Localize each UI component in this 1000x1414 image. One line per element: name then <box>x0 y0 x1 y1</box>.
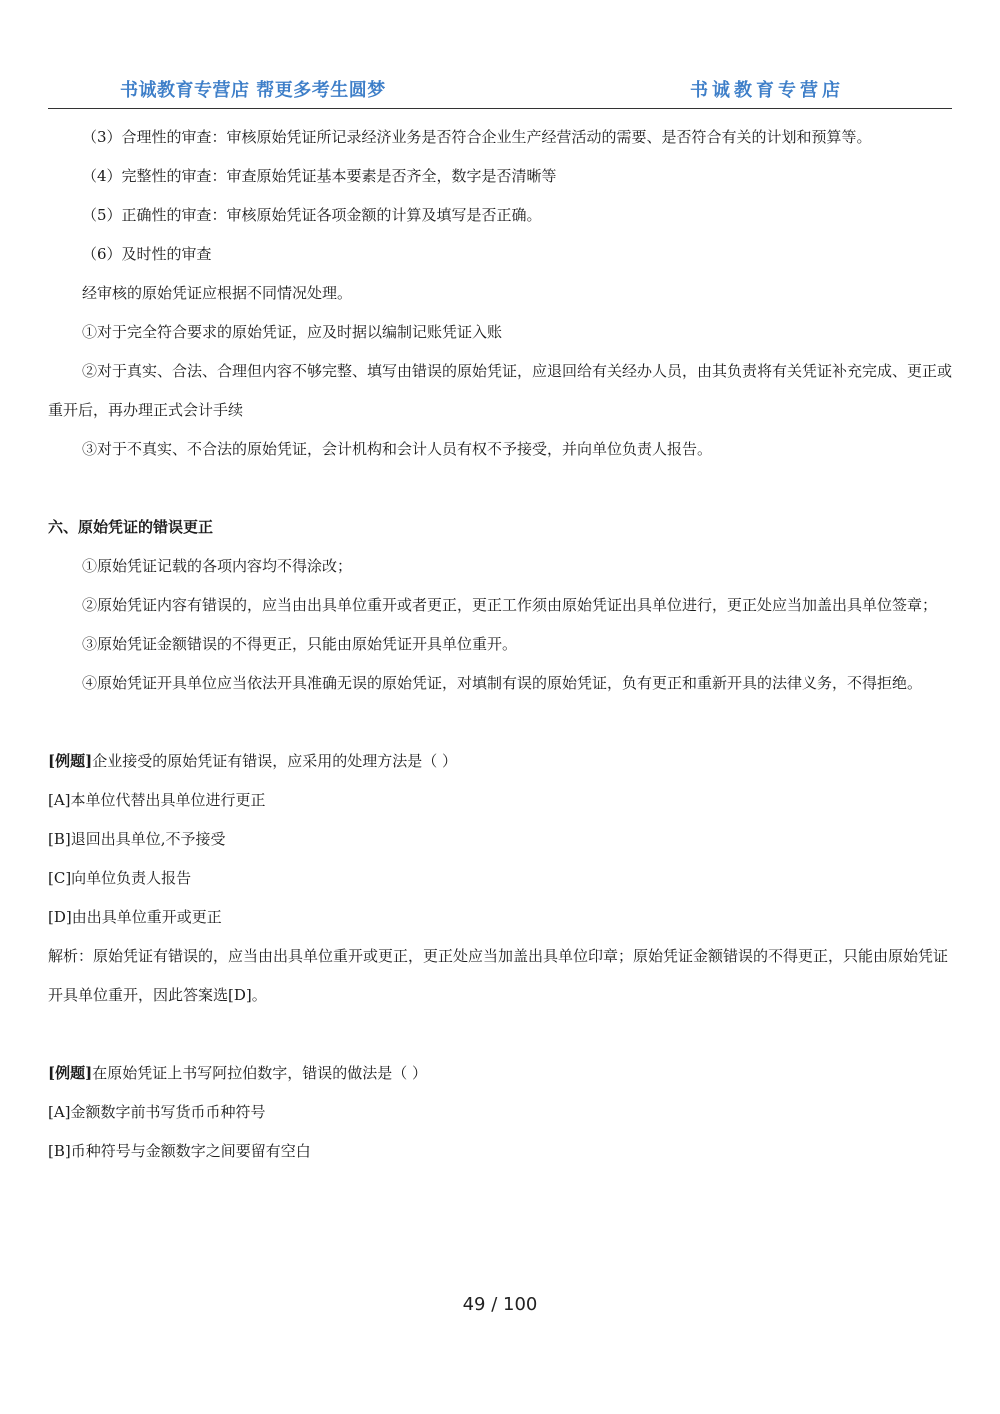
example-1-option-c: [C]向单位负责人报告 <box>48 869 192 887</box>
example-2-option-b: [B]币种符号与金额数字之间要留有空白 <box>48 1142 311 1160</box>
handling-item-3: ③对于不真实、不合法的原始凭证，会计机构和会计人员有权不予接受，并向单位负责人报告。 <box>82 440 713 458</box>
section-title: 六、原始凭证的错误更正 <box>48 518 214 536</box>
spacer <box>48 1015 952 1054</box>
audit-item-3: （3）合理性的审查：审核原始凭证所记录经济业务是否符合企业生产经营活动的需要、是否符合有关的计划和预算等。 <box>82 128 872 146</box>
handling-item-1: ①对于完全符合要求的原始凭证，应及时据以编制记账凭证入账 <box>82 323 503 341</box>
page-header <box>48 68 952 109</box>
header-left-text: 书诚教育专营店 帮更多考生圆梦 <box>120 80 386 101</box>
correction-rule-4: ④原始凭证开具单位应当依法开具准确无误的原始凭证，对填制有误的原始凭证，负有更正和重新开具的法律义务，不得拒绝。 <box>82 674 923 692</box>
example-tag: [例题] <box>48 1064 93 1082</box>
question-text: 在原始凭证上书写阿拉伯数字，错误的做法是（ ） <box>92 1064 427 1082</box>
example-tag: [例题] <box>48 752 93 770</box>
correction-rule-3: ③原始凭证金额错误的不得更正，只能由原始凭证开具单位重开。 <box>82 635 518 653</box>
spacer <box>48 703 952 742</box>
spacer <box>48 469 952 508</box>
example-2-question <box>48 1054 952 1093</box>
document-body <box>48 118 952 1171</box>
handling-intro: 经审核的原始凭证应根据不同情况处理。 <box>82 284 353 302</box>
handling-item-2: ②对于真实、合法、合理但内容不够完整、填写由错误的原始凭证，应退回给有关经办人员，由其负责将有关凭证补充完成、更正或重开后，再办理正式会计手续 <box>48 362 953 419</box>
example-1-question <box>48 742 952 781</box>
correction-rule-1: ①原始凭证记载的各项内容均不得涂改； <box>82 557 353 575</box>
example-1-option-a: [A]本单位代替出具单位进行更正 <box>48 791 266 809</box>
audit-item-5: （5）正确性的审查：审核原始凭证各项金额的计算及填写是否正确。 <box>82 206 542 224</box>
example-2-option-a: [A]金额数字前书写货币币种符号 <box>48 1103 266 1121</box>
correction-rule-2: ②原始凭证内容有错误的，应当由出具单位重开或者更正，更正工作须由原始凭证出具单位进行，更正处应当加盖出具单位签章； <box>82 596 938 614</box>
page-number: 49 / 100 <box>462 1294 538 1315</box>
example-1-option-b: [B]退回出具单位,不予接受 <box>48 830 226 848</box>
question-text: 企业接受的原始凭证有错误，应采用的处理方法是（ ） <box>92 752 457 770</box>
audit-item-6: （6）及时性的审查 <box>82 245 212 263</box>
header-right-text: 书诚教育专营店 <box>690 80 844 101</box>
example-1-option-d: [D]由出具单位重开或更正 <box>48 908 222 926</box>
audit-item-4: （4）完整性的审查：审查原始凭证基本要素是否齐全，数字是否清晰等 <box>82 167 557 185</box>
example-1-analysis: 解析：原始凭证有错误的，应当由出具单位重开或更正，更正处应当加盖出具单位印章；原始凭证金额错误的不得更正，只能由原始凭证开具单位重开，因此答案选[D]。 <box>48 947 949 1004</box>
